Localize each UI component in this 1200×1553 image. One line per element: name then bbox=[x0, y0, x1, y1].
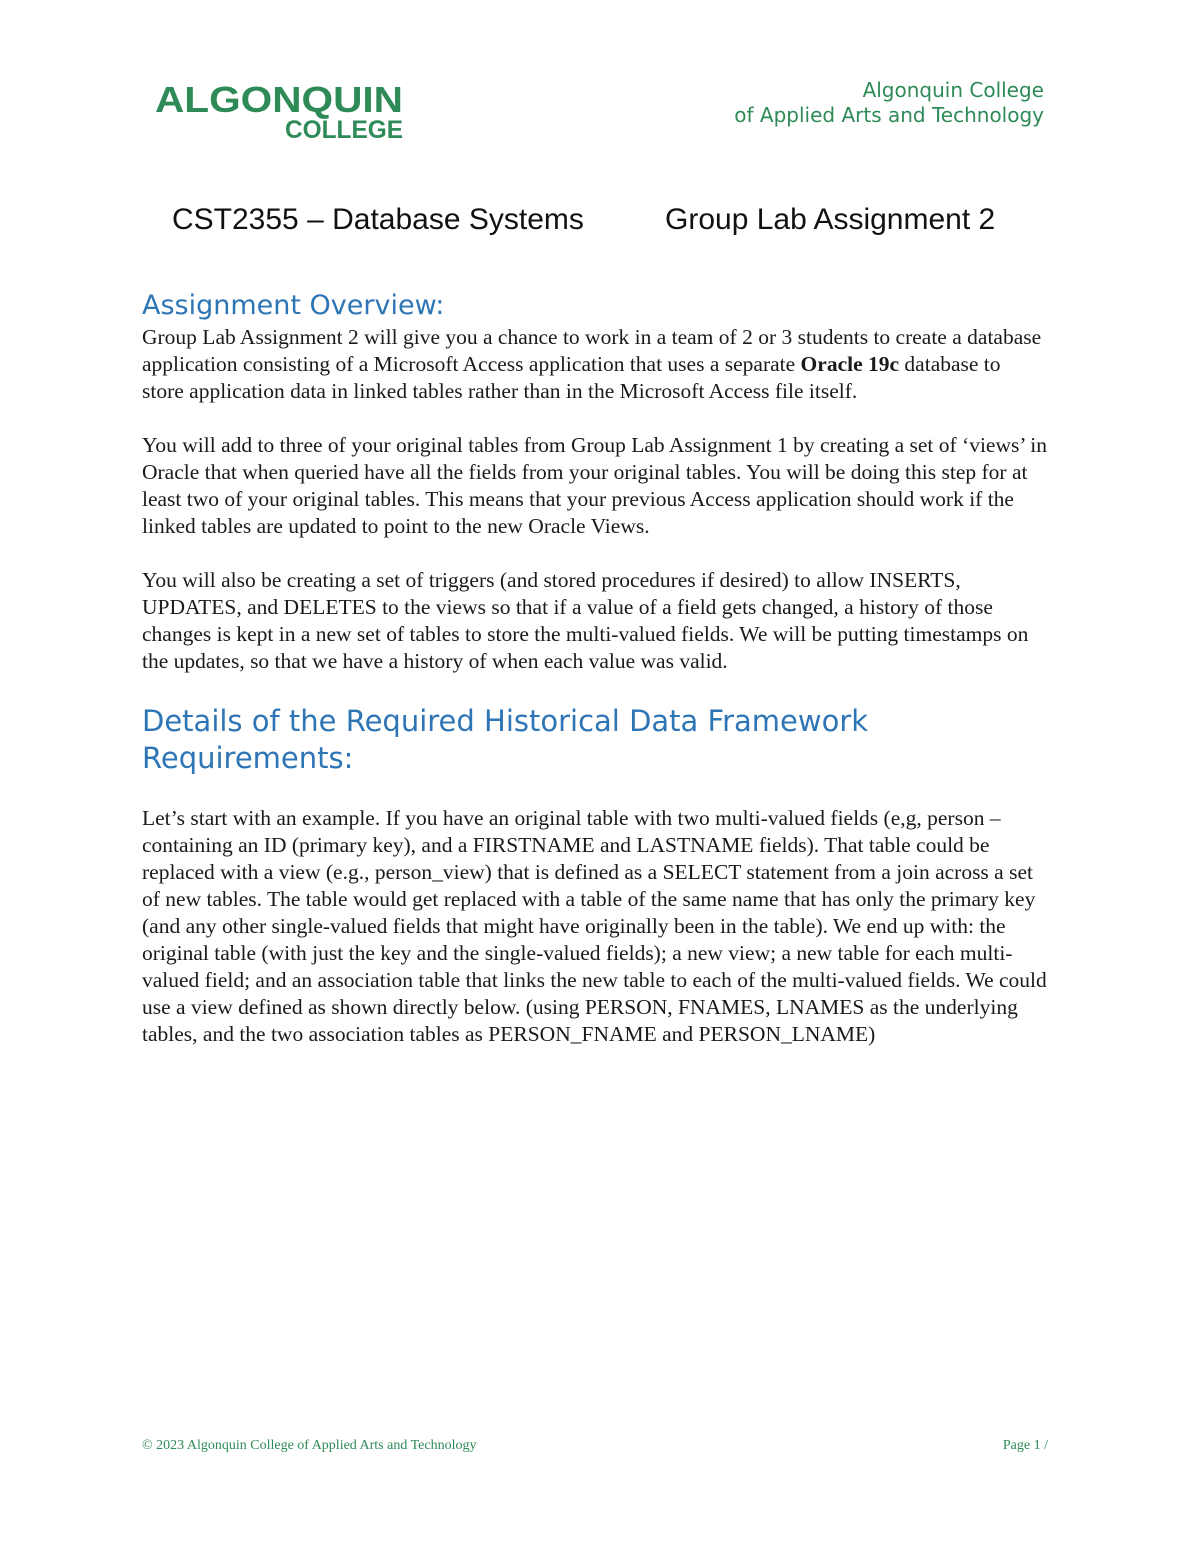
overview-heading: Assignment Overview: bbox=[142, 290, 445, 321]
course-title: CST2355 – Database Systems bbox=[172, 203, 584, 236]
algonquin-college-logo bbox=[155, 80, 405, 142]
details-paragraph-1: Let’s start with an example. If you have an original table with two multi-valued fields (e,g, person – containing an ID (primary key), and a FIRSTNAME and LASTNAME fields). That table could be replaced with a view (e.g., person_view) that is defined as a SELECT statement from a join across a set of new tables. The table would get replaced with a table of the same name that has only the primary key (and any other single-valued fields that might have originally been in the table). We end up with: the original table (with just the key and the single-valued fields); a new view; a new table for each multi-valued field; and an association table that links the new table to each of the multi-valued fields. We could use a view defined as shown directly below. (using PERSON, FNAMES, LNAMES as the underlying tables, and the two association tables as PERSON_FNAME and PERSON_LNAME) bbox=[142, 806, 1047, 1046]
overview-paragraph-1 bbox=[142, 324, 1047, 405]
overview-paragraph-1-text-a: Group Lab Assignment 2 will give you a chance to work in a team of 2 or 3 students to create a database application consisting of a Microsoft Access application that uses a separate bbox=[142, 325, 1042, 376]
footer-copyright: © 2023 Algonquin College of Applied Arts and Technology bbox=[142, 1438, 477, 1453]
page-number: Page 1 / bbox=[1002, 1438, 1048, 1453]
logo-line1: ALGONQUIN bbox=[155, 80, 403, 120]
college-name-line2: of Applied Arts and Technology bbox=[734, 103, 1044, 127]
college-name-line1: Algonquin College bbox=[862, 78, 1044, 102]
college-name-block bbox=[734, 78, 1044, 128]
overview-paragraph-3: You will also be creating a set of triggers (and stored procedures if desired) to allow INSERTS, UPDATES, and DELETES to the views so that if a value of a field gets changed, a history of those changes is kept in a new set of tables to store the multi-valued fields. We will be putting timestamps on the updates, so that we have a history of when each value was valid. bbox=[142, 568, 1029, 673]
document-body bbox=[142, 288, 1047, 1048]
oracle-version-bold: Oracle 19c bbox=[800, 352, 900, 376]
logo-line2: COLLEGE bbox=[285, 116, 403, 142]
details-heading: Details of the Required Historical Data Framework Requirements: bbox=[142, 704, 869, 775]
details-section bbox=[142, 703, 1047, 1048]
overview-paragraph-1-text-b: database to store application data in linked tables rather than in the Microsoft Access file itself. bbox=[142, 352, 1001, 403]
overview-paragraph-2: You will add to three of your original tables from Group Lab Assignment 1 by creating a set of ‘views’ in Oracle that when queried have all the fields from your original tables. You will be doing this step for at least two of your original tables. This means that your previous Access application should work if the linked tables are updated to point to the new Oracle Views. bbox=[142, 433, 1048, 538]
lab-title: Group Lab Assignment 2 bbox=[665, 203, 996, 236]
assignment-overview-section bbox=[142, 288, 1047, 675]
